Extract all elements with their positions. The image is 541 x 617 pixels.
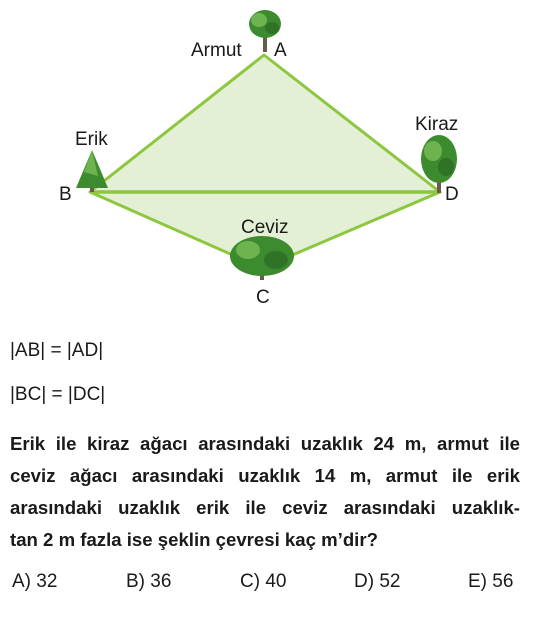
tree-name-armut: Armut xyxy=(191,40,242,61)
tree-name-ceviz: Ceviz xyxy=(241,217,289,238)
condition-ab-ad: |AB| = |AD| xyxy=(10,340,104,361)
question-line: tan 2 m fazla ise şeklin çevresi kaç m’dir? xyxy=(10,529,378,550)
point-label-c: C xyxy=(256,287,270,308)
option-value: 36 xyxy=(150,571,172,592)
option-value: 52 xyxy=(379,571,401,592)
question-line: arasındaki uzaklık erik ile ceviz arasındaki uzaklık- xyxy=(10,497,520,518)
option-d[interactable] xyxy=(354,571,400,593)
tree-name-kiraz: Kiraz xyxy=(415,114,459,135)
question-line: ceviz ağacı arasındaki uzaklık 14 m, armut ile erik xyxy=(10,465,520,486)
point-label-a: A xyxy=(274,40,287,61)
condition-bc-dc: |BC| = |DC| xyxy=(10,384,106,405)
option-letter: C) xyxy=(240,571,261,592)
option-letter: D) xyxy=(354,571,375,592)
option-c[interactable] xyxy=(240,571,286,593)
tree-name-erik: Erik xyxy=(75,129,108,150)
tree-icon xyxy=(76,150,108,192)
option-letter: A) xyxy=(12,571,31,592)
option-letter: E) xyxy=(468,571,487,592)
option-value: 56 xyxy=(492,571,514,592)
point-label-b: B xyxy=(59,184,72,205)
question-line: Erik ile kiraz ağacı arasındaki uzaklık 24 m, armut ile xyxy=(10,433,520,454)
tree-icon xyxy=(230,236,294,280)
option-e[interactable] xyxy=(468,571,513,593)
option-a[interactable] xyxy=(12,571,57,593)
option-value: 40 xyxy=(265,571,287,592)
option-value: 32 xyxy=(36,571,58,592)
option-letter: B) xyxy=(126,571,145,592)
question-text xyxy=(10,428,520,556)
point-label-d: D xyxy=(445,184,459,205)
option-b[interactable] xyxy=(126,571,171,593)
